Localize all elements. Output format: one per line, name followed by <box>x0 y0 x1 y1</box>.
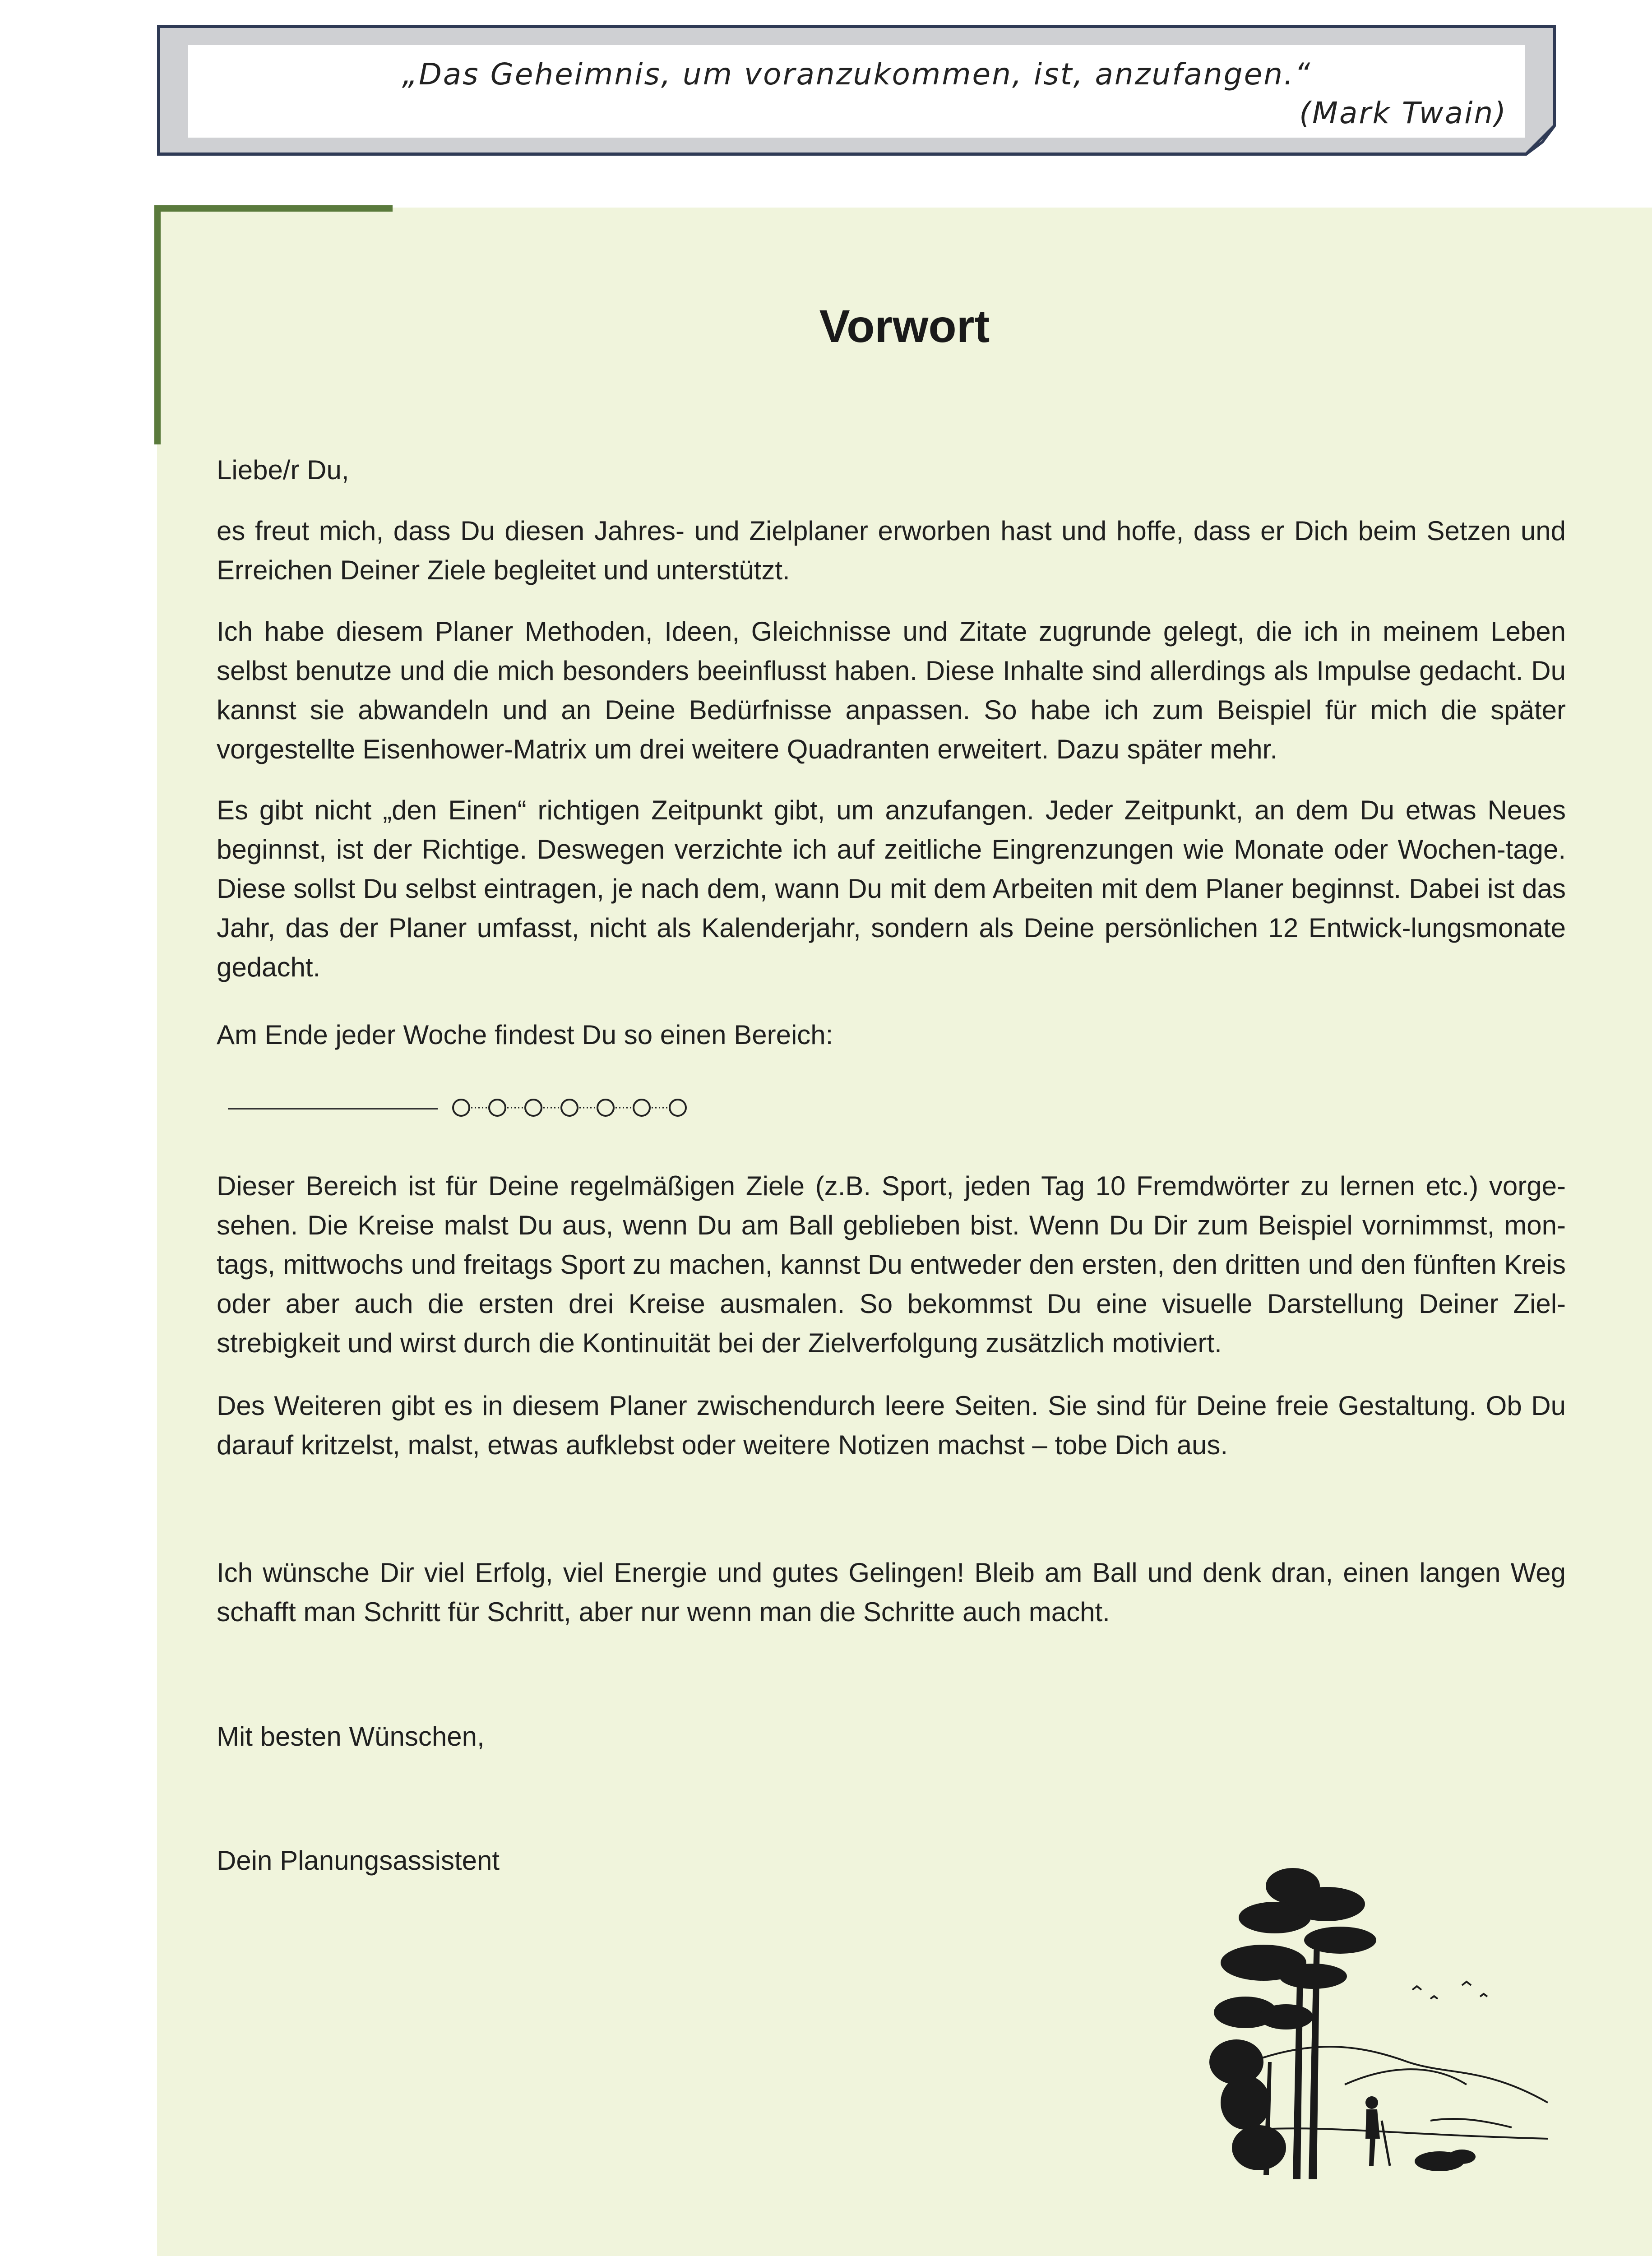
quote-author: (Mark Twain) <box>1299 96 1507 130</box>
tracker-line <box>228 1108 438 1110</box>
paragraph-timing: Es gibt nicht „den Einen“ richtigen Zeitpunkt gibt, um anzufangen. Jeder Zeitpunkt, an dem Du etwas Neues beginnst, ist der Richtige. Deswegen verzichte ich auf zeitliche Eingrenzungen wie Monate oder Wochen-tage. Diese sollst Du selbst eintragen, je nach dem, wann Du mit dem Arbeiten mit dem Planer beginnst. Dabei ist das Jahr, das der Planer umfasst, nicht als Kalenderjahr, sondern als Deine persönlichen 12 Entwick-lungsmonate gedacht. <box>217 795 1566 982</box>
habit-tracker-sample <box>228 1092 724 1123</box>
tracker-circle <box>634 1100 650 1116</box>
quote-inner <box>188 45 1525 138</box>
paragraph-weekly-area: Am Ende jeder Woche findest Du so einen Bereich: <box>217 1020 833 1050</box>
salutation: Liebe/r Du, <box>217 455 349 485</box>
panel-accent-top <box>154 205 393 212</box>
tracker-circle <box>525 1100 541 1116</box>
tracker-circle <box>597 1100 614 1116</box>
paragraph-tracker-explanation: Dieser Bereich ist für Deine regelmäßigen Ziele (z.B. Sport, jeden Tag 10 Fremdwörter zu lernen etc.) vorge-sehen. Die Kreise malst Du aus, wenn Du am Ball geblieben bist. Wenn Du Dir zum Beispiel vornimmst, mon-tags, mittwochs und freitags Sport zu machen, kannst Du entweder den ersten, den dritten und den fünften Kreis oder aber auch die ersten drei Kreise ausmalen. So bekommst Du eine visuelle Darstellung Deiner Ziel-strebigkeit und wirst durch die Kontinuität bei der Zielverfolgung zusätzlich motiviert. <box>217 1171 1566 1358</box>
paragraph-intro: es freut mich, dass Du diesen Jahres- und Zielplaner erworben hast und hoffe, dass er Dich beim Setzen und Erreichen Deiner Ziele begleitet und unterstützt. <box>217 516 1566 585</box>
tracker-circle <box>670 1100 686 1116</box>
paragraph-blank-pages: Des Weiteren gibt es in diesem Planer zwischendurch leere Seiten. Sie sind für Deine freie Gestaltung. Ob Du darauf kritzelst, malst, etwas aufklebst oder weitere Notizen machst – tobe Dich aus. <box>217 1391 1566 1460</box>
page-curl-icon <box>1524 124 1556 156</box>
page-title: Vorwort <box>819 300 990 352</box>
paragraph-wishes: Ich wünsche Dir viel Erfolg, viel Energie und gutes Gelingen! Bleib am Ball und denk dran, einen langen Weg schafft man Schritt für Schritt, aber nur wenn man die Schritte auch macht. <box>217 1558 1566 1627</box>
quote-box <box>157 25 1556 156</box>
quote-text: „Das Geheimnis, um voranzukommen, ist, anzufangen.“ <box>402 57 1312 92</box>
tracker-circle <box>561 1100 578 1116</box>
tracker-circle <box>453 1100 469 1116</box>
closing: Mit besten Wünschen, <box>217 1721 485 1752</box>
signature: Dein Planungsassistent <box>217 1845 500 1876</box>
tracker-circles <box>451 1092 704 1123</box>
paragraph-methods: Ich habe diesem Planer Methoden, Ideen, Gleichnisse und Zitate zugrunde gelegt, die ich in meinem Leben selbst benutze und die mich besonders beeinflusst haben. Diese Inhalte sind allerdings als Impulse gedacht. Du kannst sie abwandeln und an Deine Bedürfnisse anpassen. So habe ich zum Beispiel für mich die später vorgestellte Eisenhower-Matrix um drei weitere Quadranten erweitert. Dazu später mehr. <box>217 616 1566 764</box>
tracker-circle <box>489 1100 505 1116</box>
hiker-trees-illustration <box>1196 1850 1557 2193</box>
